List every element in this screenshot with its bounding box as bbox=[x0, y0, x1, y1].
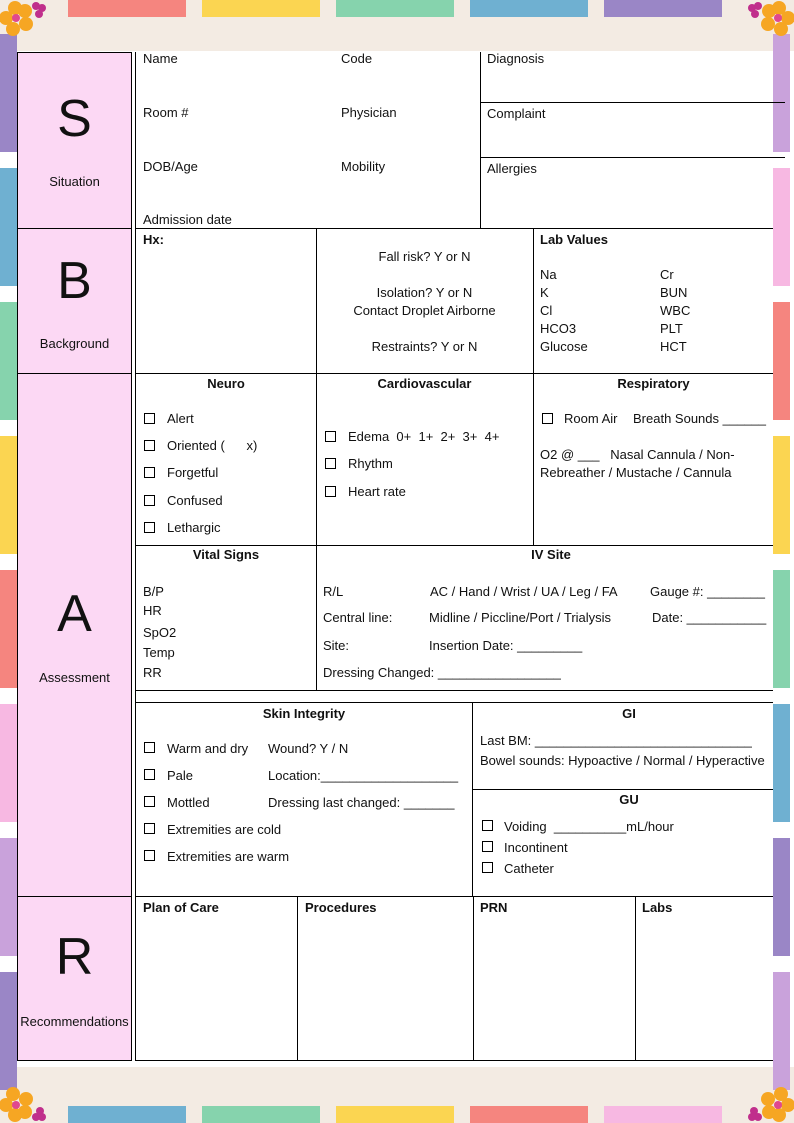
central-line-label: Central line: bbox=[323, 610, 393, 625]
central-line-types: Midline / Piccline/Port / Trialysis bbox=[429, 610, 612, 625]
extremities-cold-label: Extremities are cold bbox=[167, 822, 282, 837]
lab-k: K bbox=[540, 285, 549, 300]
dob-field-label: DOB/Age bbox=[143, 159, 198, 174]
bottom-tab-pink bbox=[604, 1106, 722, 1123]
code-field-label: Code bbox=[341, 51, 373, 66]
edema-checkbox[interactable] bbox=[325, 431, 336, 442]
bottom-tab-yellow bbox=[336, 1106, 454, 1123]
prn-title: PRN bbox=[480, 900, 508, 915]
heart-rate-checkbox[interactable] bbox=[325, 486, 336, 497]
mottled-checkbox[interactable] bbox=[144, 796, 155, 807]
flower-icon-top-right bbox=[748, 0, 794, 46]
situation-label: Situation bbox=[49, 174, 100, 189]
allergies-field-label: Allergies bbox=[487, 161, 537, 176]
lab-hct: HCT bbox=[660, 339, 687, 354]
grid-line bbox=[480, 52, 481, 228]
left-tab-yellow bbox=[0, 436, 17, 554]
grid-line bbox=[135, 690, 773, 691]
iv-gauge-label: Gauge #: ________ bbox=[650, 584, 765, 599]
voiding-label: Voiding __________mL/hour bbox=[504, 819, 674, 834]
mottled-label: Mottled bbox=[167, 795, 210, 810]
edema-label: Edema 0+ 1+ 2+ 3+ 4+ bbox=[348, 429, 500, 444]
mobility-field-label: Mobility bbox=[341, 159, 386, 174]
grid-line bbox=[135, 545, 773, 546]
iv-rl-label: R/L bbox=[323, 584, 344, 599]
room-field-label: Room # bbox=[143, 105, 189, 120]
flower-icon-top-left bbox=[0, 0, 46, 46]
name-field-label: Name bbox=[143, 51, 178, 66]
grid-line bbox=[472, 789, 773, 790]
hx-label: Hx: bbox=[143, 232, 164, 247]
grid-line bbox=[135, 896, 773, 897]
right-tab-pink bbox=[773, 168, 790, 286]
isolation-types-label: Contact Droplet Airborne bbox=[353, 303, 496, 318]
left-tab-green bbox=[0, 302, 17, 420]
cardiovascular-title: Cardiovascular bbox=[377, 376, 472, 391]
pale-label: Pale bbox=[167, 768, 194, 783]
wound-dressing-label: Dressing last changed: _______ bbox=[268, 795, 455, 810]
lethargic-checkbox[interactable] bbox=[144, 522, 155, 533]
lab-hco3: HCO3 bbox=[540, 321, 577, 336]
background-panel bbox=[17, 228, 132, 374]
bottom-tab-green bbox=[202, 1106, 320, 1123]
warm-dry-checkbox[interactable] bbox=[144, 742, 155, 753]
grid-line bbox=[480, 102, 785, 103]
dressing-changed-label: Dressing Changed: _________________ bbox=[323, 665, 561, 680]
forgetful-checkbox[interactable] bbox=[144, 467, 155, 478]
incontinent-checkbox[interactable] bbox=[482, 841, 493, 852]
rhythm-label: Rhythm bbox=[348, 456, 393, 471]
respiratory-title: Respiratory bbox=[617, 376, 690, 391]
left-tab-blue bbox=[0, 168, 17, 286]
confused-checkbox[interactable] bbox=[144, 495, 155, 506]
right-tab-lavender bbox=[773, 34, 790, 152]
voiding-checkbox[interactable] bbox=[482, 820, 493, 831]
situation-panel bbox=[17, 52, 132, 229]
vital-hr: HR bbox=[143, 603, 162, 618]
grid-line bbox=[316, 545, 317, 691]
situation-letter: S bbox=[57, 90, 92, 148]
lab-na: Na bbox=[540, 267, 557, 282]
iv-site-label: Site: bbox=[323, 638, 350, 653]
physician-field-label: Physician bbox=[341, 105, 397, 120]
oriented-label: Oriented ( x) bbox=[167, 438, 258, 453]
complaint-field-label: Complaint bbox=[487, 106, 546, 121]
left-tab-coral bbox=[0, 570, 17, 688]
assessment-label: Assessment bbox=[39, 670, 110, 685]
vital-temp: Temp bbox=[143, 645, 175, 660]
vital-signs-title: Vital Signs bbox=[192, 547, 260, 562]
alert-label: Alert bbox=[167, 411, 194, 426]
background-letter: B bbox=[57, 252, 92, 310]
top-tab-purple bbox=[604, 0, 722, 17]
central-line-date: Date: ___________ bbox=[652, 610, 767, 625]
vital-spo2: SpO2 bbox=[143, 625, 177, 640]
pale-checkbox[interactable] bbox=[144, 769, 155, 780]
rhythm-checkbox[interactable] bbox=[325, 458, 336, 469]
gi-title: GI bbox=[622, 706, 636, 721]
plan-of-care-title: Plan of Care bbox=[143, 900, 219, 915]
grid-line bbox=[135, 702, 773, 703]
vital-rr: RR bbox=[143, 665, 162, 680]
incontinent-label: Incontinent bbox=[504, 840, 568, 855]
top-tab-blue bbox=[470, 0, 588, 17]
lab-cl: Cl bbox=[540, 303, 553, 318]
recommendations-letter: R bbox=[55, 928, 94, 986]
o2-delivery-line-2: Rebreather / Mustache / Cannula bbox=[540, 465, 732, 480]
catheter-label: Catheter bbox=[504, 861, 554, 876]
right-tab-purple bbox=[773, 838, 790, 956]
bottom-tab-coral bbox=[470, 1106, 588, 1123]
left-tab-lavender bbox=[0, 838, 17, 956]
lab-cr: Cr bbox=[660, 267, 674, 282]
left-tab-purple bbox=[0, 34, 17, 152]
right-tab-green bbox=[773, 570, 790, 688]
lab-glucose: Glucose bbox=[540, 339, 588, 354]
top-tab-yellow bbox=[202, 0, 320, 17]
skin-integrity-title: Skin Integrity bbox=[262, 706, 346, 721]
flower-icon-bottom-right bbox=[748, 1077, 794, 1123]
lab-plt: PLT bbox=[660, 321, 683, 336]
grid-line bbox=[297, 896, 298, 1061]
vital-bp: B/P bbox=[143, 584, 164, 599]
flower-icon-bottom-left bbox=[0, 1077, 46, 1123]
lab-bun: BUN bbox=[660, 285, 688, 300]
labs-title: Labs bbox=[642, 900, 673, 915]
catheter-checkbox[interactable] bbox=[482, 862, 493, 873]
recommendations-label: Recommendations bbox=[20, 1014, 129, 1029]
wound-label: Wound? Y / N bbox=[268, 741, 349, 756]
grid-line bbox=[135, 228, 773, 229]
bottom-tab-blue bbox=[68, 1106, 186, 1123]
lethargic-label: Lethargic bbox=[167, 520, 221, 535]
iv-locations-label: AC / Hand / Wrist / UA / Leg / FA bbox=[430, 584, 618, 599]
heart-rate-label: Heart rate bbox=[348, 484, 406, 499]
confused-label: Confused bbox=[167, 493, 223, 508]
room-air-label: Room Air bbox=[564, 411, 618, 426]
iv-site-title: IV Site bbox=[531, 547, 571, 562]
extremities-warm-label: Extremities are warm bbox=[167, 849, 290, 864]
neuro-title: Neuro bbox=[207, 376, 245, 391]
left-tab-pink bbox=[0, 704, 17, 822]
alert-checkbox[interactable] bbox=[144, 413, 155, 424]
assessment-letter: A bbox=[57, 585, 92, 643]
lab-wbc: WBC bbox=[660, 303, 691, 318]
right-tab-yellow bbox=[773, 436, 790, 554]
lab-values-title: Lab Values bbox=[540, 232, 608, 247]
extremities-cold-checkbox[interactable] bbox=[144, 823, 155, 834]
forgetful-label: Forgetful bbox=[167, 465, 219, 480]
grid-line bbox=[635, 896, 636, 1061]
grid-line bbox=[135, 373, 773, 374]
assessment-panel bbox=[17, 373, 132, 897]
grid-line bbox=[480, 157, 785, 158]
right-tab-lavender-2 bbox=[773, 972, 790, 1090]
admission-field-label: Admission date bbox=[143, 212, 232, 227]
top-tab-coral bbox=[68, 0, 186, 17]
procedures-title: Procedures bbox=[305, 900, 377, 915]
recommendations-panel bbox=[17, 896, 132, 1061]
warm-dry-label: Warm and dry bbox=[167, 741, 249, 756]
grid-line bbox=[473, 896, 474, 1061]
bowel-sounds-label: Bowel sounds: Hypoactive / Normal / Hyperactive bbox=[480, 753, 765, 768]
room-air-checkbox[interactable] bbox=[542, 413, 553, 424]
grid-line bbox=[135, 1060, 773, 1061]
restraints-label: Restraints? Y or N bbox=[371, 339, 478, 354]
extremities-warm-checkbox[interactable] bbox=[144, 850, 155, 861]
isolation-label: Isolation? Y or N bbox=[376, 285, 473, 300]
gu-title: GU bbox=[619, 792, 639, 807]
oriented-checkbox[interactable] bbox=[144, 440, 155, 451]
background-label: Background bbox=[39, 336, 110, 351]
insertion-date-label: Insertion Date: _________ bbox=[429, 638, 583, 653]
wound-location-label: Location:___________________ bbox=[268, 768, 459, 783]
top-tab-green bbox=[336, 0, 454, 17]
last-bm-label: Last BM: ______________________________ bbox=[480, 733, 752, 748]
breath-sounds-label: Breath Sounds ______ bbox=[633, 411, 766, 426]
fall-risk-label: Fall risk? Y or N bbox=[378, 249, 471, 264]
right-tab-coral bbox=[773, 302, 790, 420]
diagnosis-field-label: Diagnosis bbox=[487, 51, 545, 66]
o2-delivery-line-1: O2 @ ___ Nasal Cannula / Non- bbox=[540, 447, 735, 462]
left-tab-purple-2 bbox=[0, 972, 17, 1090]
